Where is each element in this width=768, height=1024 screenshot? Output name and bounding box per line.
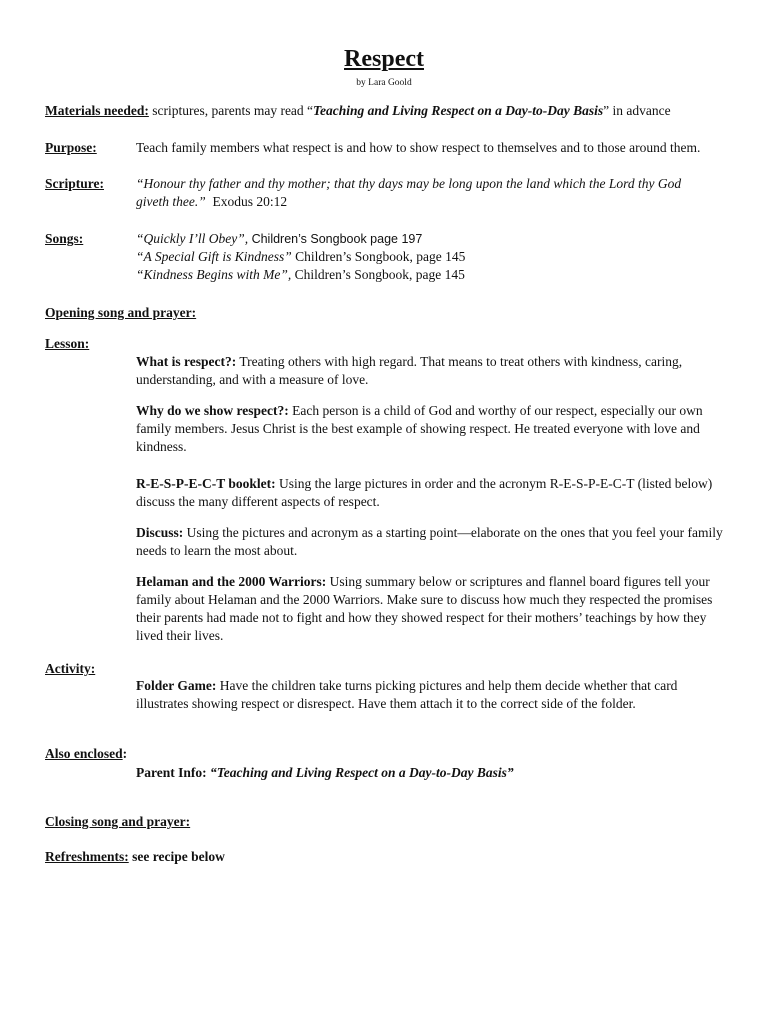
lesson-text: Using the pictures and acronym as a starting point—elaborate on the ones that you feel your family needs to learn the most about. (136, 525, 723, 558)
song-item (136, 248, 726, 266)
lesson-text: Using summary below or scriptures and flannel board figures tell your family about Helaman and the 2000 Warriors. Make sure to discuss how much they respected the promises their parents had made not to fight and how they showed respect for their mothers’ teachings by how they lived their lives. (136, 574, 713, 643)
enclosed-label-wrap (45, 745, 127, 763)
lesson-item-why-respect (136, 402, 726, 456)
song-item (136, 266, 726, 284)
scripture-content (136, 175, 716, 211)
activity-heading: Folder Game: (136, 678, 217, 693)
song-source: Children’s Songbook, page 145 (291, 249, 466, 264)
lesson-label: Lesson: (45, 336, 90, 351)
activity-folder-game (136, 677, 726, 713)
page-title: Respect (344, 46, 424, 72)
lesson-text: Each person is a child of God and worthy of our respect, especially our own family members. Jesus Christ is the best example of showing respect. He treated everyone with love and kindness. (136, 403, 703, 454)
lesson-heading: What is respect?: (136, 354, 237, 369)
song-title: “Quickly I’ll Obey”, (136, 231, 249, 246)
closing-label: Closing song and prayer: (45, 814, 191, 829)
materials-text-before: scriptures, parents may read “ (148, 103, 314, 118)
refreshments-section (45, 848, 225, 866)
enclosed-parent-info (136, 764, 726, 782)
lesson-item-what-is-respect (136, 353, 726, 389)
lesson-text: Treating others with high regard. That means to treat others with kindness, caring, understanding, and with a measure of love. (136, 354, 683, 387)
purpose-label-text: Purpose: (45, 140, 97, 155)
lesson-heading: R-E-S-P-E-C-T booklet: (136, 476, 276, 491)
lesson-text: Using the large pictures in order and the acronym R-E-S-P-E-C-T (listed below) discuss the many different aspects of respect. (136, 476, 713, 509)
song-item (136, 230, 726, 248)
lesson-item-helaman (136, 573, 726, 645)
purpose-text: Teach family members what respect is and how to show respect to themselves and to those around them. (136, 140, 701, 155)
refreshments-label: Refreshments: (45, 849, 129, 864)
scripture-quote: “Honour thy father and thy mother; that thy days may be long upon the land which the Lord thy God giveth thee.” (136, 176, 682, 209)
enclosed-label: Also enclosed (45, 746, 123, 761)
enclosed-colon: : (122, 746, 128, 761)
lesson-heading: Why do we show respect?: (136, 403, 289, 418)
song-source: Children’s Songbook page 197 (248, 232, 423, 246)
opening-label: Opening song and prayer: (45, 305, 197, 320)
songs-label: Songs: (45, 231, 84, 246)
activity-text: Have the children take turns picking pictures and help them decide whether that card illustrates showing respect or disrespect. Have them attach it to the correct side of the folder. (136, 678, 678, 711)
song-title: “A Special Gift is Kindness” (136, 249, 292, 264)
materials-section (45, 102, 735, 120)
lesson-item-booklet (136, 475, 726, 511)
song-title: “Kindness Begins with Me”, (136, 267, 292, 282)
lesson-heading: Helaman and the 2000 Warriors: (136, 574, 327, 589)
materials-title-ref: Teaching and Living Respect on a Day-to-Day Basis (313, 103, 604, 118)
song-source: Children’s Songbook, page 145 (291, 267, 465, 282)
activity-label: Activity: (45, 661, 96, 676)
enclosed-heading: Parent Info: (136, 765, 207, 780)
enclosed-title-ref: “Teaching and Living Respect on a Day-to-Day Basis” (206, 765, 514, 780)
lesson-heading: Discuss: (136, 525, 184, 540)
materials-label: Materials needed: (45, 103, 149, 118)
materials-text-after: ” in advance (603, 103, 671, 118)
lesson-item-discuss (136, 524, 726, 560)
scripture-reference: Exodus 20:12 (212, 194, 288, 209)
scripture-label: Scripture: (45, 176, 104, 191)
byline: by Lara Goold (356, 78, 412, 88)
refreshments-text: see recipe below (128, 849, 225, 864)
songs-list (136, 230, 726, 284)
